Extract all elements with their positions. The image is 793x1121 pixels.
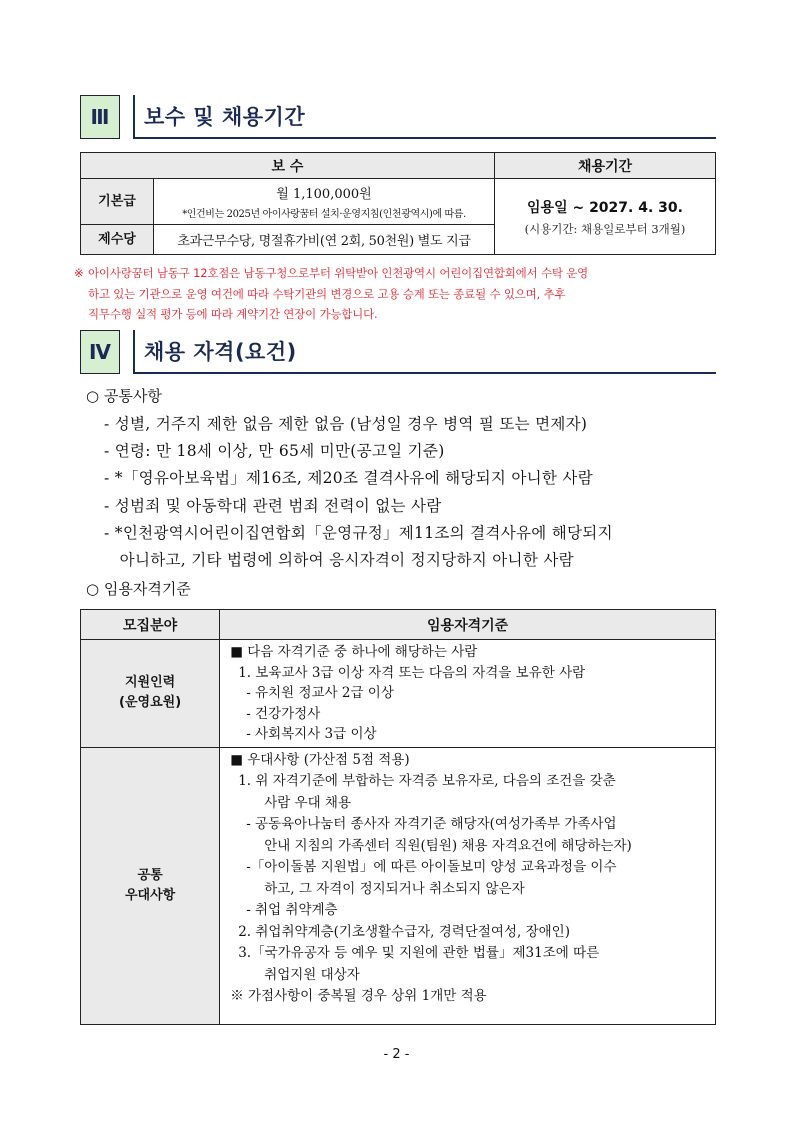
notice-line-2: 하고 있는 기관으로 운영 여건에 따라 수탁기관의 변경으로 고용 승계 또는 종료될 수 있으며, 추후 xyxy=(88,286,566,301)
criteria-header: 임용자격기준 xyxy=(220,610,716,640)
basic-pay-note: *인건비는 2025년 아이사랑꿈터 설치·운영지침(인천광역시)에 따름. xyxy=(182,209,466,220)
criteria-line: ■ 우대사항 (가산점 5점 적용) xyxy=(230,751,410,768)
criteria-line: 2. 취업취약계층(기초생활수급자, 경력단절여성, 장애인) xyxy=(238,923,570,940)
section-3-number: Ⅲ xyxy=(80,95,120,139)
criteria-line: 안내 지침의 가족센터 직원(팀원) 채용 자격요건에 해당하는자) xyxy=(264,837,632,854)
common-title: ○ 공통사항 xyxy=(86,387,162,405)
basic-pay-label: 기본급 xyxy=(81,179,154,225)
common-item-3: - *「영유아보육법」제16조, 제20조 결격사유에 해당되지 아니한 사람 xyxy=(104,469,593,487)
common-item-4: - 성범죄 및 아동학대 관련 범죄 전력이 없는 사람 xyxy=(104,497,442,515)
section-3-header xyxy=(80,95,716,139)
notice-line-3: 직무수행 실적 평가 등에 따라 계약기간 연장이 가능합니다. xyxy=(88,307,378,321)
criteria-line: ■ 다음 자격기준 중 하나에 해당하는 사람 xyxy=(230,644,478,660)
section-4-title: 채용 자격(요건) xyxy=(144,340,297,364)
page-number: - 2 - xyxy=(383,1047,410,1062)
criteria-table xyxy=(80,609,716,1025)
criteria-line: 3.「국가유공자 등 예우 및 지원에 관한 법률」제31조에 따른 xyxy=(238,945,600,961)
criteria-title: ○ 임용자격기준 xyxy=(86,580,191,598)
criteria-line: - 건강가정사 xyxy=(246,705,321,722)
criteria-line: 1. 위 자격기준에 부합하는 자격증 보유자로, 다음의 조건을 갖춘 xyxy=(238,773,616,789)
field-support-staff-line2: (운영요원) xyxy=(119,695,182,711)
field-preference-line1: 공통 xyxy=(137,867,163,883)
basic-pay-cell xyxy=(154,179,495,225)
criteria-support-staff xyxy=(220,640,716,748)
criteria-line: 1. 보육교사 3급 이상 자격 또는 다음의 자격을 보유한 사람 xyxy=(238,664,586,681)
section-4-number: Ⅳ xyxy=(80,330,120,374)
criteria-line: ※ 가점사항이 중복될 경우 상위 1개만 적용 xyxy=(230,988,487,1004)
pay-table xyxy=(80,152,716,255)
criteria-line: - 공동육아나눔터 종사자 자격기준 해당자(여성가족부 가족사업 xyxy=(246,816,617,832)
criteria-line: - 유치원 정교사 2급 이상 xyxy=(246,685,394,701)
field-preference xyxy=(81,747,220,1024)
section-rule xyxy=(133,372,716,374)
notice-mark: ※ xyxy=(74,266,84,280)
criteria-line: 하고, 그 자격이 정지되거나 취소되지 않은자 xyxy=(264,880,525,897)
allowance-label: 제수당 xyxy=(81,225,154,255)
section-4-header xyxy=(80,330,716,374)
criteria-line: 사람 우대 채용 xyxy=(264,794,352,811)
criteria-line: - 사회복지사 3급 이상 xyxy=(246,726,377,742)
basic-pay-amount: 월 1,100,000원 xyxy=(276,187,372,202)
field-support-staff xyxy=(81,640,220,748)
period-main: 임용일 ~ 2027. 4. 30. xyxy=(527,199,683,216)
criteria-preference xyxy=(220,747,716,1024)
period-cell xyxy=(495,179,716,255)
criteria-line: -「아이돌봄 지원법」에 따른 아이돌보미 양성 교육과정을 이수 xyxy=(246,859,617,875)
common-item-2: - 연령: 만 18세 이상, 만 65세 미만(공고일 기준) xyxy=(104,442,445,460)
section-rule xyxy=(133,137,716,139)
common-item-6: 아니하고, 기타 법령에 의하여 응시자격이 정지당하지 아니한 사람 xyxy=(104,551,574,569)
period-sub: (시용기간: 채용일로부터 3개월) xyxy=(524,221,686,236)
field-preference-line2: 우대사항 xyxy=(124,887,176,903)
common-item-1: - 성별, 거주지 제한 없음 제한 없음 (남성일 경우 병역 필 또는 면제자) xyxy=(104,415,588,433)
criteria-line: - 취업 취약계층 xyxy=(246,902,338,918)
notice-line-1: 아이사랑꿈터 남동구 12호점은 남동구청으로부터 위탁받아 인천광역시 어린이집연합회에서 수탁 운영 xyxy=(88,266,589,280)
notice xyxy=(74,263,714,325)
section-3-title: 보수 및 채용기간 xyxy=(144,105,306,129)
section-divider xyxy=(133,95,135,139)
allowance-text: 초과근무수당, 명절휴가비(연 2회, 50천원) 별도 지급 xyxy=(154,225,495,255)
section-divider xyxy=(133,330,135,374)
field-support-staff-line1: 지원인력 xyxy=(124,675,176,691)
field-header: 모집분야 xyxy=(81,610,220,640)
common-item-5: - *인천광역시어린이집연합회「운영규정」제11조의 결격사유에 해당되지 xyxy=(104,524,613,542)
period-header: 채용기간 xyxy=(495,153,716,179)
pay-header: 보 수 xyxy=(81,153,495,179)
criteria-line: 취업지원 대상자 xyxy=(264,966,360,983)
